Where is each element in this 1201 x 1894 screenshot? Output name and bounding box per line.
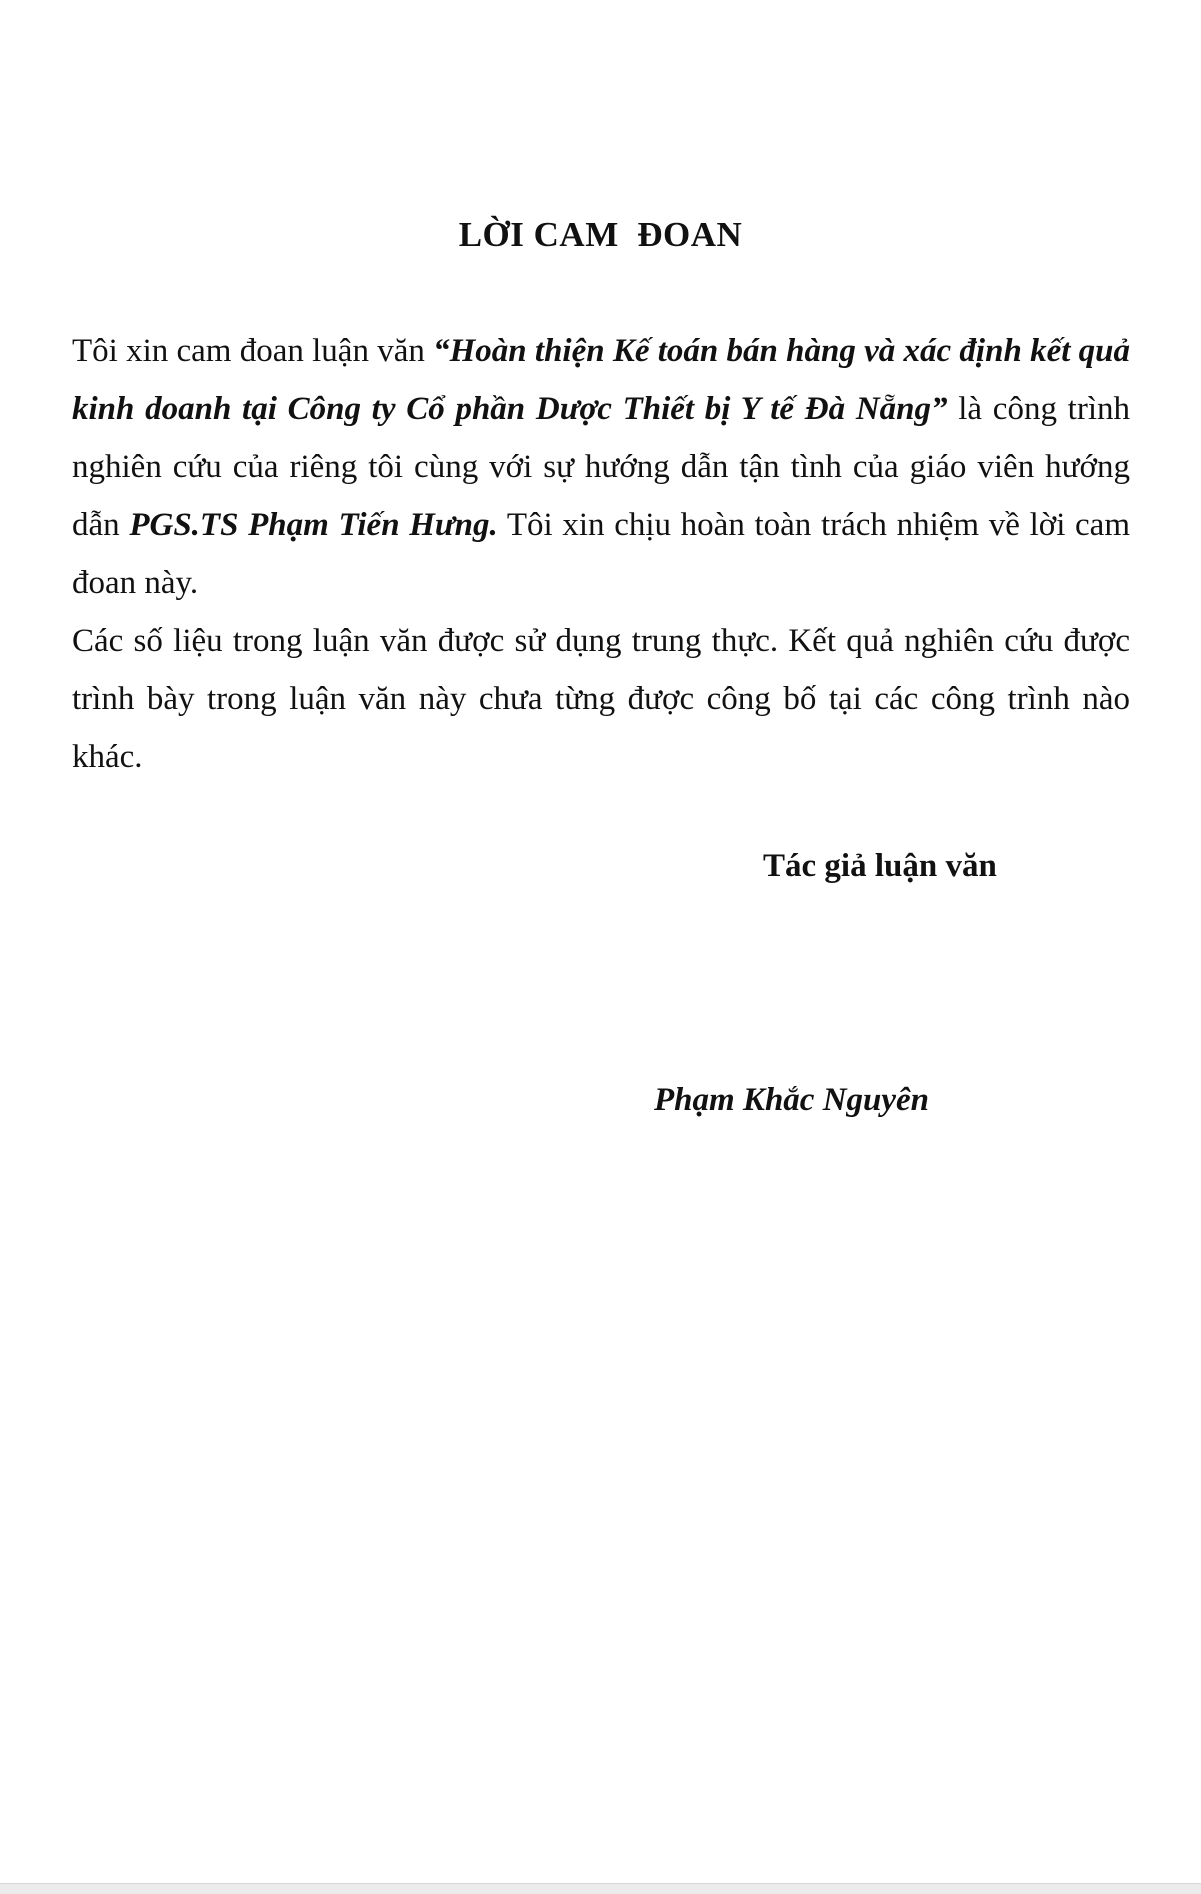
- advisor-name: PGS.TS Phạm Tiến Hưng.: [129, 507, 498, 543]
- paragraph-1-ending: Tôi xin chịu hoàn toàn trách nhiệm về lời cam đoan này.: [72, 507, 1130, 601]
- thesis-title: “Hoàn thiện Kế toán bán hàng và xác định kết quả kinh doanh tại Công ty Cổ phần Dược Thiết bị Y tế Đà Nẵng”: [72, 333, 1130, 427]
- declaration-body: [72, 322, 1130, 786]
- declaration-paragraph-1: [72, 322, 1130, 612]
- page-title: LỜI CAM ĐOAN: [458, 215, 743, 254]
- author-label: Tác giả luận văn: [763, 848, 997, 884]
- paragraph-1-intro: Tôi xin cam đoan luận văn: [72, 333, 434, 369]
- declaration-paragraph-2: Các số liệu trong luận văn được sử dụng trung thực. Kết quả nghiên cứu được trình bày trong luận văn này chưa từng được công bố tại các công trình nào khác.: [72, 623, 1130, 775]
- author-signature-name: Phạm Khắc Nguyên: [654, 1082, 930, 1118]
- paragraph-1-middle: là công trình nghiên cứu của riêng tôi cùng với sự hướng dẫn tận tình của giáo viên hướng dẫn: [72, 391, 1130, 543]
- page-bottom-strip: [0, 1883, 1201, 1894]
